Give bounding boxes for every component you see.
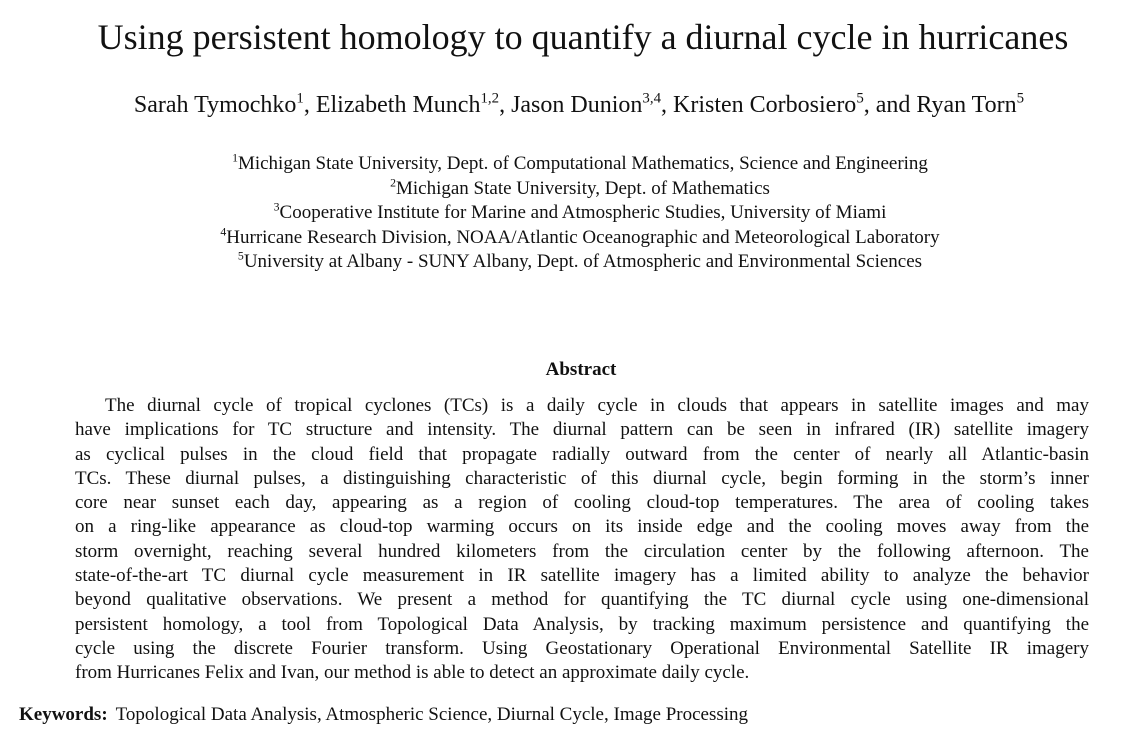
author-name: Ryan Torn <box>916 92 1017 118</box>
affiliation-number: 3 <box>273 200 280 214</box>
author-separator: , and <box>863 92 917 118</box>
affiliation-number: 2 <box>390 175 396 189</box>
author-separator: , <box>303 92 316 118</box>
author-affiliation-marker: 3,4 <box>642 90 661 107</box>
affiliation-number: 4 <box>220 224 227 238</box>
abstract-line: core near sunset each day, appearing as a region of cooling cloud-top temperatures. The area of cooling takes <box>75 492 1089 514</box>
affiliation-text: Cooperative Institute for Marine and Atmospheric Studies, University of Miami <box>279 202 887 223</box>
abstract-line: storm overnight, reaching several hundred kilometers from the circulation center by the following afternoon. The <box>75 540 1089 562</box>
abstract-heading: Abstract <box>545 359 617 380</box>
affiliation-text: Hurricane Research Division, NOAA/Atlantic Oceanographic and Meteorological Laboratory <box>226 226 940 248</box>
affiliation-number: 5 <box>237 249 244 263</box>
paper-title: Using persistent homology to quantify a diurnal cycle in hurricanes <box>97 17 1069 57</box>
author-affiliation-marker: 5 <box>1016 90 1025 107</box>
author-name: Elizabeth Munch <box>315 92 481 118</box>
author-name: Jason Dunion <box>511 92 643 118</box>
author-affiliation-marker: 1 <box>296 90 304 107</box>
affiliation <box>0 152 1140 177</box>
abstract-line: have implications for TC structure and intensity. The diurnal pattern can be seen in infrared (IR) satellite imagery <box>75 419 1089 441</box>
author-affiliation-marker: 5 <box>856 90 864 107</box>
affiliation-text: Michigan State University, Dept. of Computational Mathematics, Science and Engineering <box>237 153 928 174</box>
author-separator: , <box>499 92 512 118</box>
affiliation-number: 1 <box>232 151 238 165</box>
abstract-line: cycle using the discrete Fourier transform. Using Geostationary Operational Environmental Satellite IR imagery <box>75 637 1089 659</box>
keywords-label: Keywords: <box>19 704 108 725</box>
keywords <box>19 702 1119 728</box>
abstract-line: The diurnal cycle of tropical cyclones (TCs) is a daily cycle in clouds that appears in satellite images and may <box>105 395 1089 416</box>
abstract-line: state-of-the-art TC diurnal cycle measurement in IR satellite imagery has a limited ability to analyze the behavior <box>75 565 1089 587</box>
author-name: Kristen Corbosiero <box>673 92 857 118</box>
keywords-text: Topological Data Analysis, Atmospheric Science, Diurnal Cycle, Image Processing <box>115 704 749 725</box>
affiliation-list <box>0 152 1140 275</box>
abstract-body <box>75 394 1089 686</box>
abstract-line: persistent homology, a tool from Topological Data Analysis, by tracking maximum persistence and quantifying the <box>75 613 1089 635</box>
author-affiliation-marker: 1,2 <box>480 90 500 107</box>
affiliation <box>0 177 1140 202</box>
author-name: Sarah Tymochko <box>133 92 297 118</box>
affiliation <box>0 201 1140 226</box>
affiliation <box>0 226 1140 251</box>
abstract-line: as cyclical pulses in the cloud field that propagate radially outward from the center of nearly all Atlantic-basin <box>75 443 1089 465</box>
abstract-line: on a ring-like appearance as cloud-top warming occurs on its inside edge and the cooling moves away from the <box>75 516 1089 538</box>
affiliation-text: University at Albany - SUNY Albany, Dept. of Atmospheric and Environmental Sciences <box>243 251 923 272</box>
abstract-line: from Hurricanes Felix and Ivan, our method is able to detect an approximate daily cycle. <box>75 662 750 684</box>
abstract-line: beyond qualitative observations. We present a method for quantifying the TC diurnal cycle using one-dimensional <box>75 589 1089 611</box>
author-separator: , <box>661 92 673 118</box>
abstract-line: TCs. These diurnal pulses, a distinguishing characteristic of this diurnal cycle, begin forming in the storm’s inner <box>75 467 1089 489</box>
affiliation-text: Michigan State University, Dept. of Mathematics <box>395 177 770 199</box>
author-list <box>0 88 1140 122</box>
affiliation <box>0 250 1140 275</box>
